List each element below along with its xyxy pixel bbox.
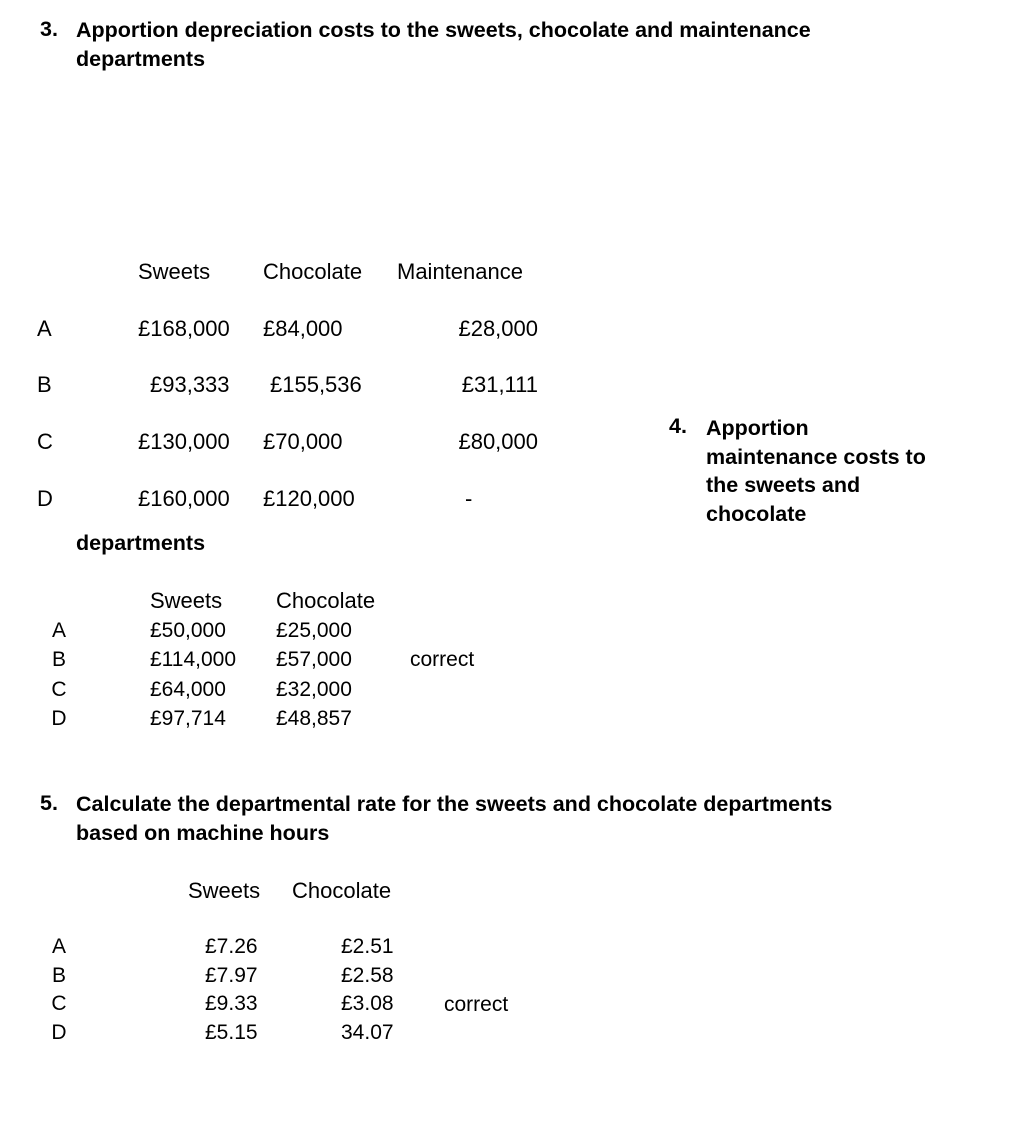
q3-header-maintenance: Maintenance	[397, 259, 523, 284]
q4-title-line1: Apportion	[706, 416, 809, 440]
q3-cell-sweets: £93,333	[150, 372, 230, 397]
q3-number: 3.	[40, 17, 58, 41]
q3-title-line1: Apportion depreciation costs to the sweets, chocolate and maintenance	[76, 18, 811, 42]
q3-cell-maintenance: -	[465, 486, 473, 511]
q3-cell-sweets: £168,000	[138, 316, 230, 341]
q5-header-chocolate: Chocolate	[292, 878, 392, 903]
q4-option-label: A	[51, 619, 66, 642]
q3-row-label: D	[37, 486, 53, 511]
q5-chocolate-value: £3.08	[341, 992, 394, 1015]
q5-option-label: C	[51, 992, 67, 1015]
q3-cell-sweets: £160,000	[138, 486, 230, 511]
q5-chocolate-value: £2.51	[341, 935, 394, 958]
q5-title-line2: based on machine hours	[76, 821, 330, 845]
q3-header-chocolate: Chocolate	[263, 259, 363, 284]
q4-option-label: B	[51, 648, 66, 672]
q3-cell-chocolate: £120,000	[263, 486, 355, 511]
q5-chocolate-column	[341, 933, 394, 1047]
q4-title-line2: maintenance costs to	[706, 445, 926, 469]
q4-header-sweets: Sweets	[150, 588, 223, 613]
q3-cell-maintenance: £31,111	[461, 372, 538, 397]
q3-row-label: B	[37, 372, 52, 397]
q4-number: 4.	[669, 414, 687, 438]
q4-title-continuation: departments	[76, 531, 206, 555]
q5-chocolate-value: £2.58	[341, 963, 394, 987]
q5-correct-note: correct	[444, 993, 509, 1016]
q4-labels	[44, 616, 74, 733]
q4-chocolate-value: £57,000	[276, 648, 352, 672]
q5-sweets-column	[205, 933, 258, 1047]
q5-sweets-value: £7.26	[205, 935, 258, 958]
q4-chocolate-value: £48,857	[276, 706, 352, 730]
q4-title-line3: the sweets and	[706, 473, 861, 497]
q3-title-line2: departments	[76, 47, 206, 71]
q3-cell-chocolate: £155,536	[270, 372, 362, 397]
q4-option-label: D	[51, 706, 67, 730]
q3-row-label: C	[37, 429, 53, 454]
q4-chocolate-column	[276, 616, 352, 733]
q3-cell-maintenance: £28,000	[458, 316, 538, 341]
q5-option-label: B	[51, 963, 66, 987]
q4-sweets-value: £64,000	[150, 677, 226, 701]
q4-chocolate-value: £32,000	[276, 677, 352, 701]
q5-header-sweets: Sweets	[188, 878, 261, 903]
q3-cell-maintenance: £80,000	[458, 429, 538, 454]
q5-labels	[44, 933, 74, 1047]
q4-sweets-value: £114,000	[150, 648, 237, 672]
q4-sweets-value: £97,714	[150, 706, 226, 730]
q5-chocolate-value: 34.07	[341, 1020, 394, 1044]
q4-sweets-value: £50,000	[150, 619, 226, 642]
q4-title-line4: chocolate	[706, 502, 807, 526]
q4-chocolate-value: £25,000	[276, 619, 352, 642]
q5-title-line1: Calculate the departmental rate for the sweets and chocolate departments	[76, 792, 833, 816]
q4-correct-note: correct	[410, 648, 475, 671]
q5-sweets-value: £9.33	[205, 992, 258, 1015]
q3-cell-chocolate: £70,000	[263, 429, 343, 454]
q5-option-label: D	[51, 1020, 67, 1044]
q5-sweets-value: £5.15	[205, 1020, 258, 1044]
q5-sweets-value: £7.97	[205, 963, 258, 987]
q5-number: 5.	[40, 791, 58, 815]
q3-cell-sweets: £130,000	[138, 429, 230, 454]
q4-header-chocolate: Chocolate	[276, 588, 376, 613]
q3-header-sweets: Sweets	[138, 259, 211, 284]
q3-cell-chocolate: £84,000	[263, 316, 343, 341]
q5-option-label: A	[51, 935, 66, 958]
q4-option-label: C	[51, 677, 67, 701]
q4-sweets-column	[150, 616, 236, 733]
q3-row-label: A	[37, 316, 52, 341]
